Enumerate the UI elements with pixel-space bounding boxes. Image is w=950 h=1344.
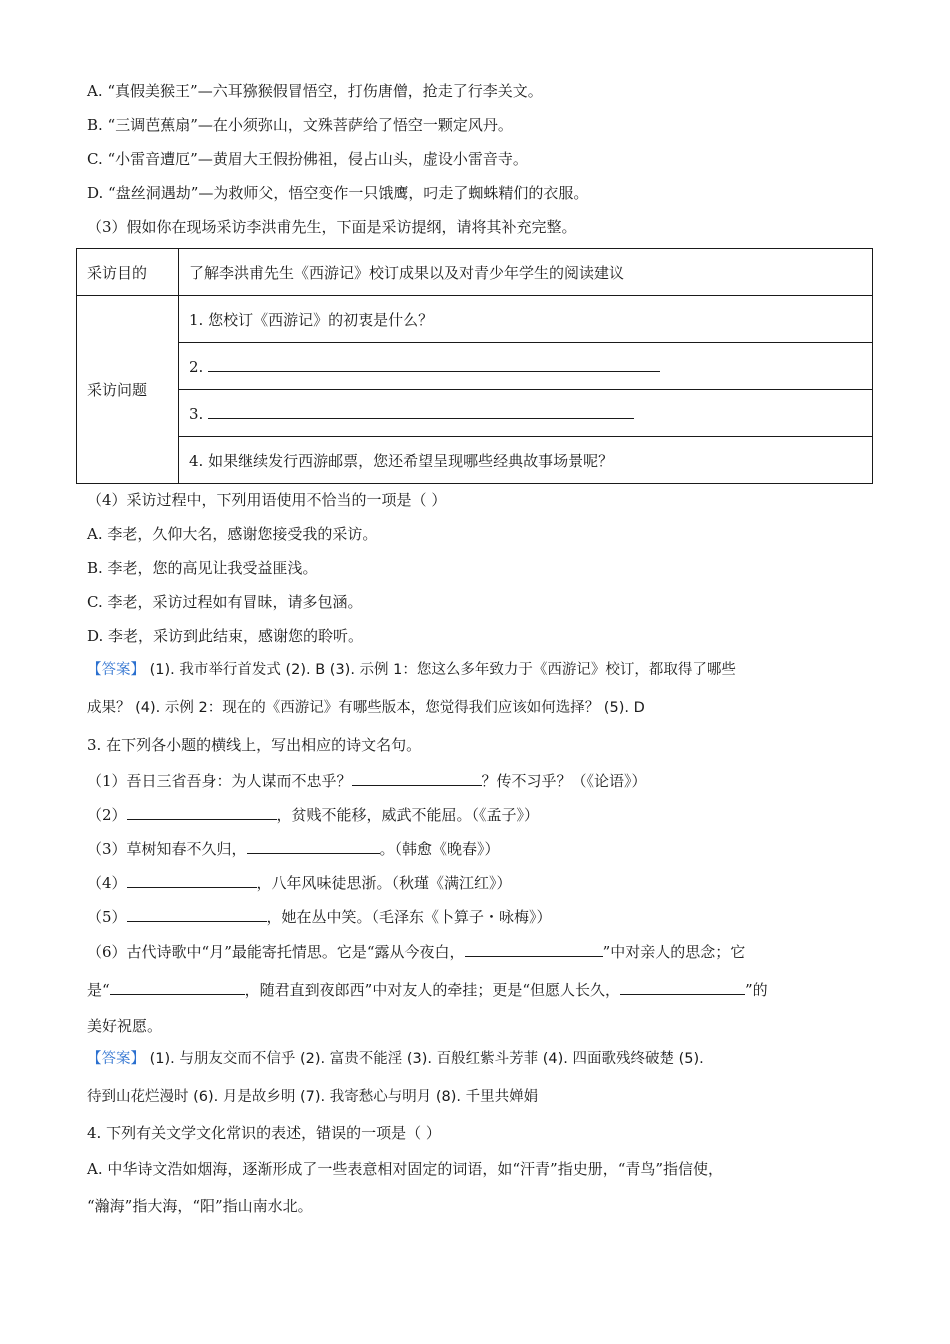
table-row (77, 249, 873, 296)
q3-item-3 (87, 838, 500, 859)
q3-item-3-source: 。（韩愈《晚春》） (379, 840, 500, 858)
q3-item-2 (87, 804, 539, 825)
q3-item-1 (87, 770, 647, 791)
table-row (77, 343, 873, 390)
q3-item-5-blank[interactable] (127, 906, 267, 922)
q3-item-6-text-3: 是“ (87, 981, 110, 999)
q3-item-2-blank[interactable] (127, 804, 277, 820)
q3-item-4-blank[interactable] (127, 872, 257, 888)
q3-item-4-text: （4） (87, 874, 127, 892)
q2-option-d: D. “盘丝洞遇劫”—为救师父，悟空变作一只饿鹰，叼走了蜘蛛精们的衣服。 (87, 184, 589, 202)
q2-answer-text: (1). 我市举行首发式 (2). B (3). 示例 1：您这么多年致力于《西游记》校订，都取得了哪些 (149, 662, 736, 678)
q3-item-4-source: ，八年风味徒思浙。（秋瑾《满江红》） (256, 874, 512, 892)
q2-answer (87, 660, 736, 680)
q4-title: 4. 下列有关文学文化常识的表述，错误的一项是（ ） (87, 1124, 441, 1142)
q3-answer-continued: 待到山花烂漫时 (6). 月是故乡明 (7). 我寄愁心与明月 (8). 千里共婵娟 (87, 1089, 539, 1105)
q3-item-6-blank-2[interactable] (110, 979, 245, 995)
q3-item-1-text: （1）吾日三省吾身：为人谋而不忠乎？ (87, 772, 352, 790)
q3-item-4 (87, 872, 512, 893)
q2-option-c: C. “小雷音遭厄”—黄眉大王假扮佛祖，侵占山头，虚设小雷音寺。 (87, 150, 528, 168)
q2-sub4-option-b: B. 李老，您的高见让我受益匪浅。 (87, 559, 318, 577)
q3-item-6-blank-3[interactable] (620, 979, 745, 995)
q3-title: 3. 在下列各小题的横线上，写出相应的诗文名句。 (87, 736, 422, 754)
q2-option-a: A. “真假美猴王”—六耳猕猴假冒悟空，打伤唐僧，抢走了行李关文。 (87, 82, 543, 100)
questions-label: 采访问题 (77, 296, 179, 484)
table-row (77, 296, 873, 343)
question-4: 4. 如果继续发行西游邮票，您还希望呈现哪些经典故事场景呢？ (179, 437, 873, 484)
interview-outline-table (76, 248, 873, 484)
q3-item-5-text: （5） (87, 908, 127, 926)
q2-sub4-option-a: A. 李老，久仰大名，感谢您接受我的采访。 (87, 525, 378, 543)
question-3 (179, 390, 873, 437)
q3-item-5 (87, 906, 552, 927)
q3-item-6-text-4: ，随君直到夜郎西”中对友人的牵挂；更是“但愿人长久， (244, 981, 621, 999)
q3-item-6-text: （6）古代诗歌中“月”最能寄托情思。它是“露从今夜白， (87, 943, 465, 961)
q3-item-6-end: 美好祝愿。 (87, 1017, 163, 1035)
question-2-blank[interactable] (208, 356, 660, 372)
q3-item-3-text: （3）草树知春不久归， (87, 840, 247, 858)
q3-item-5-source: ，她在丛中笑。（毛泽东《卜算子・咏梅》） (266, 908, 552, 926)
q3-answer (87, 1049, 704, 1069)
q3-answer-text: (1). 与朋友交而不信乎 (2). 富贵不能淫 (3). 百般红紫斗芳菲 (4). 四面歌残终破楚 (5). (149, 1051, 704, 1067)
answer-tag: 【答案】 (87, 1051, 145, 1067)
q3-item-1-blank[interactable] (352, 770, 482, 786)
q4-option-a-continued: “瀚海”指大海，“阳”指山南水北。 (87, 1197, 313, 1215)
q3-item-6 (87, 941, 745, 962)
question-3-blank[interactable] (208, 403, 634, 419)
purpose-value: 了解李洪甫先生《西游记》校订成果以及对青少年学生的阅读建议 (179, 249, 873, 296)
q3-item-6-text-2: ”中对亲人的思念；它 (602, 943, 746, 961)
q2-option-b: B. “三调芭蕉扇”—在小须弥山，文殊菩萨给了悟空一颗定风丹。 (87, 116, 513, 134)
table-row (77, 390, 873, 437)
q2-answer-continued: 成果？ (4). 示例 2：现在的《西游记》有哪些版本，您觉得我们应该如何选择？ (5). D (87, 700, 645, 716)
q3-item-2-source: ，贫贱不能移，威武不能屈。（《孟子》） (276, 806, 540, 824)
answer-tag: 【答案】 (87, 662, 145, 678)
question-1: 1. 您校订《西游记》的初衷是什么？ (179, 296, 873, 343)
q2-sub4-option-c: C. 李老，采访过程如有冒昧，请多包涵。 (87, 593, 363, 611)
q4-option-a: A. 中华诗文浩如烟海，逐渐形成了一些表意相对固定的词语，如“汗青”指史册，“青鸟”指信使， (87, 1160, 724, 1178)
q3-item-6-blank-1[interactable] (465, 941, 603, 957)
q3-item-6-text-5: ”的 (745, 981, 768, 999)
q2-sub4-prompt: （4）采访过程中，下列用语使用不恰当的一项是（ ） (87, 491, 447, 509)
q3-item-3-blank[interactable] (247, 838, 380, 854)
q2-sub3-prompt: （3）假如你在现场采访李洪甫先生，下面是采访提纲，请将其补充完整。 (87, 218, 577, 236)
question-2-number: 2. (189, 358, 204, 376)
q3-item-1-source: ？传不习乎？（《论语》） (481, 772, 647, 790)
purpose-label: 采访目的 (77, 249, 179, 296)
table-row (77, 437, 873, 484)
q3-item-2-text: （2） (87, 806, 127, 824)
question-2 (179, 343, 873, 390)
q3-item-6-continued (87, 979, 768, 1000)
q2-sub4-option-d: D. 李老，采访到此结束，感谢您的聆听。 (87, 627, 364, 645)
question-3-number: 3. (189, 405, 204, 423)
